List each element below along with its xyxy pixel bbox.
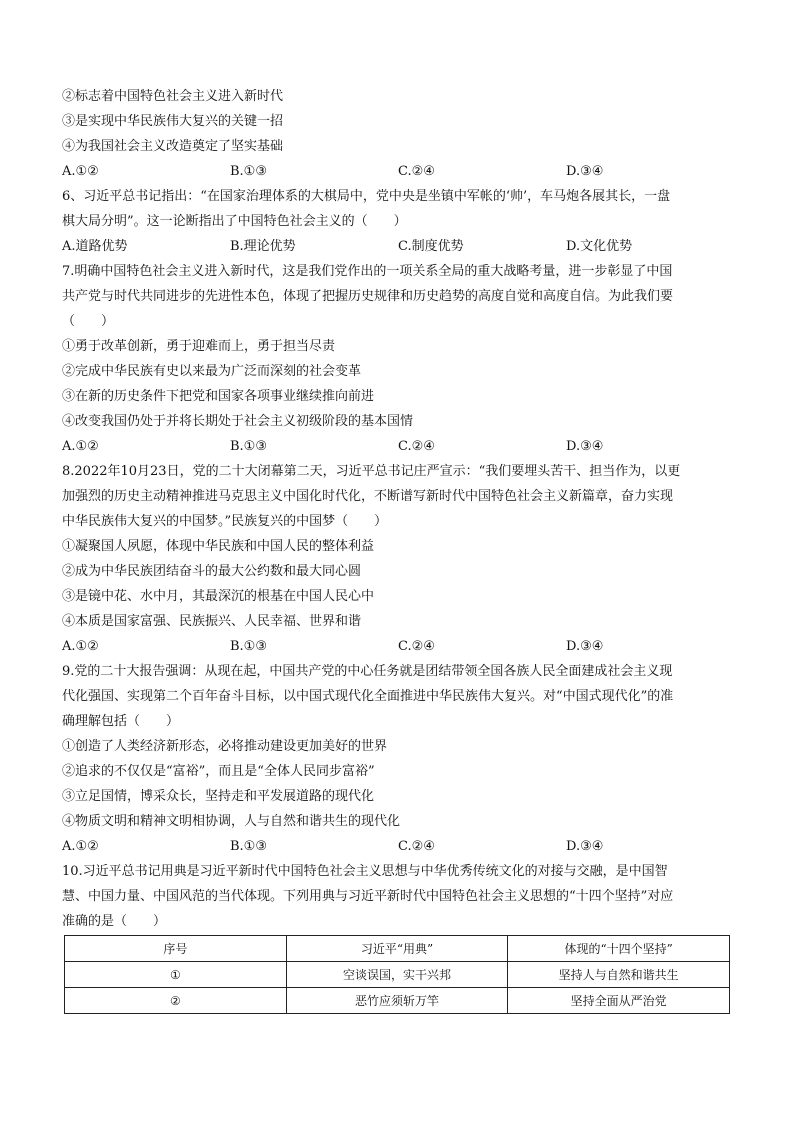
answer-option: D.③④ (566, 439, 604, 454)
answer-option: A.道路优势 (62, 239, 128, 254)
answer-option: C.②④ (398, 639, 435, 654)
text-line: ②追求的不仅仅是“富裕”，而且是“全体人民同步富裕” (62, 764, 375, 779)
text-line: ②标志着中国特色社会主义进入新时代 (62, 89, 284, 104)
table-header-cell: 体现的“十四个坚持” (508, 936, 730, 962)
answer-option: B.①③ (230, 439, 267, 454)
text-line: 6、习近平总书记指出：“在国家治理体系的大棋局中，党中央是坐镇中军帐的‘帅’，车马炮各展其长，一盘 (62, 189, 671, 204)
text-line: ③在新的历史条件下把党和国家各项事业继续推向前进 (62, 389, 375, 404)
text-line: ④本质是国家富强、民族振兴、人民幸福、世界和谐 (62, 614, 362, 629)
table-row (65, 988, 730, 1014)
answer-option: C.②④ (398, 439, 435, 454)
text-line: 10.习近平总书记用典是习近平新时代中国特色社会主义思想与中华优秀传统文化的对接与交融，是中国智 (62, 864, 668, 879)
text-line: ④物质文明和精神文明相协调，人与自然和谐共生的现代化 (62, 814, 401, 829)
table-cell: 空谈误国，实干兴邦 (286, 962, 508, 988)
answer-options (62, 434, 732, 459)
text-line: ④为我国社会主义改造奠定了坚实基础 (62, 139, 284, 154)
answer-option: D.③④ (566, 839, 604, 854)
answer-option: C.②④ (398, 164, 435, 179)
text-line: ②完成中华民族有史以来最为广泛而深刻的社会变革 (62, 364, 362, 379)
answer-option: D.③④ (566, 164, 604, 179)
answer-option: A.①② (62, 839, 99, 854)
table-cell: 恶竹应须斩万竿 (286, 988, 508, 1014)
text-line: ④改变我国仍处于并将长期处于社会主义初级阶段的基本国情 (62, 414, 414, 429)
text-line: 慧、中国力量、中国风范的当代体现。下列用典与习近平新时代中国特色社会主义思想的“十四个坚持”对应 (62, 889, 674, 904)
table-cell: ① (65, 962, 287, 988)
answer-option: B.①③ (230, 839, 267, 854)
answer-options (62, 159, 732, 184)
answer-option: A.①② (62, 639, 99, 654)
answer-option: B.①③ (230, 639, 267, 654)
answer-option: B.①③ (230, 164, 267, 179)
table-cell: 坚持人与自然和谐共生 (508, 962, 730, 988)
text-line: 9.党的二十大报告强调：从现在起，中国共产党的中心任务就是团结带领全国各族人民全面建成社会主义现 (62, 664, 673, 679)
answer-option: D.文化优势 (566, 239, 633, 254)
answer-options (62, 834, 732, 859)
text-line: ③是镜中花、水中月，其最深沉的根基在中国人民心中 (62, 589, 375, 604)
answer-option: A.①② (62, 164, 99, 179)
text-line: ③立足国情，博采众长，坚持走和平发展道路的现代化 (62, 789, 375, 804)
text-line: ③是实现中华民族伟大复兴的关键一招 (62, 114, 284, 129)
text-line: 共产党与时代共同进步的先进性本色，体现了把握历史规律和历史趋势的高度自觉和高度自信。为此我们要 (62, 289, 674, 304)
text-line: ①勇于改革创新，勇于迎难而上，勇于担当尽责 (62, 339, 336, 354)
answer-option: B.理论优势 (230, 239, 296, 254)
text-line: （ ） (62, 314, 115, 329)
text-line: 确理解包括（ ） (62, 714, 180, 729)
text-line: ②成为中华民族团结奋斗的最大公约数和最大同心圆 (62, 564, 362, 579)
answer-option: C.②④ (398, 839, 435, 854)
answer-options (62, 234, 732, 259)
text-line: 中华民族伟大复兴的中国梦。”民族复兴的中国梦（ ） (62, 514, 388, 529)
text-line: ①凝聚国人夙愿，体现中华民族和中国人民的整体利益 (62, 539, 375, 554)
exam-page (62, 84, 732, 934)
text-line: 加强烈的历史主动精神推进马克思主义中国化时代化，不断谱写新时代中国特色社会主义新篇章，奋力实现 (62, 489, 674, 504)
table-header-cell: 习近平“用典” (286, 936, 508, 962)
text-line: 棋大局分明”。这一论断指出了中国特色社会主义的（ ） (62, 214, 407, 229)
text-line: 代化强国、实现第二个百年奋斗目标，以中国式现代化全面推进中华民族伟大复兴。对“中国式现代化”的准 (62, 689, 674, 704)
answer-option: C.制度优势 (398, 239, 464, 254)
table-cell: 坚持全面从严治党 (508, 988, 730, 1014)
text-line: ①创造了人类经济新形态，必将推动建设更加美好的世界 (62, 739, 388, 754)
answer-option: D.③④ (566, 639, 604, 654)
answer-option: A.①② (62, 439, 99, 454)
table-header-row (65, 936, 730, 962)
table-cell: ② (65, 988, 287, 1014)
answer-options (62, 634, 732, 659)
text-line: 准确的是（ ） (62, 914, 167, 929)
allusion-table (64, 935, 730, 1014)
text-line: 7.明确中国特色社会主义进入新时代，这是我们党作出的一项关系全局的重大战略考量，进一步彰显了中国 (62, 264, 673, 279)
table-header-cell: 序号 (65, 936, 287, 962)
text-line: 8.2022年10月23日，党的二十大闭幕第二天，习近平总书记庄严宣示：“我们要埋头苦干、担当作为，以更 (62, 464, 681, 479)
table-row (65, 962, 730, 988)
